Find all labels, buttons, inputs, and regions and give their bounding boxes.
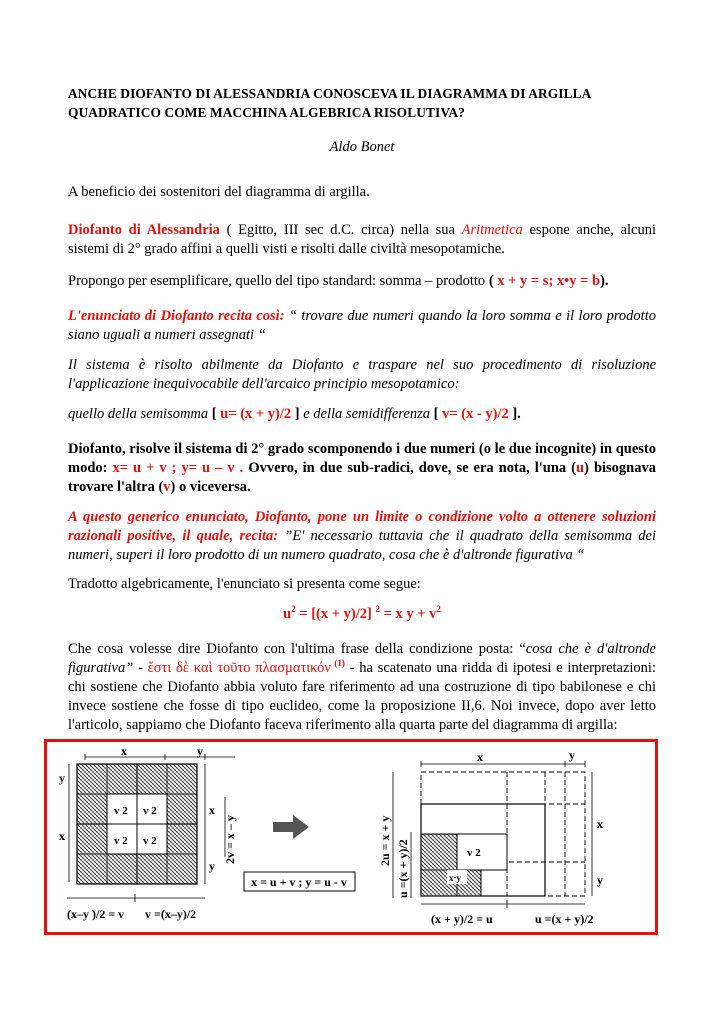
enunciato-quote: “ trovare due numeri quando la loro somma e il loro prodotto siano uguali a numeri assegnati “ — [68, 308, 656, 343]
paragraph-intro: A beneficio dei sostenitori del diagramma di argilla. — [68, 184, 370, 200]
condition-lead: A questo generico enunciato, Diofanto, pone un limite o condizione volto a ottenere soluzioni razionali positive, il quale, recita: — [68, 509, 656, 544]
left-bottom-left-label: (x–y )/2 = v — [67, 907, 125, 921]
right-bottom-left-label: (x + y)/2 = u — [431, 912, 493, 926]
transform-arrow — [273, 815, 309, 839]
footnote-ref: (1) — [330, 658, 345, 669]
exponent: 2 — [291, 604, 296, 615]
paragraph-diofanto — [68, 221, 656, 259]
left-v2-label-4: v 2 — [143, 835, 157, 847]
semidifferenza-formula: v= (x - y)/2 — [442, 406, 509, 422]
clay-diagram-svg — [47, 742, 655, 932]
text-span: quello della semisomma — [68, 406, 212, 422]
text-span: ] — [291, 406, 300, 422]
text-span: Ovvero, in due sub-radici, dove, se era nota, l'una ( — [243, 460, 577, 476]
text-span: ( — [488, 273, 498, 289]
left-x-top-label: x — [121, 744, 127, 758]
right-x-side-label: x — [597, 817, 603, 831]
text-span: Che cosa volesse dire Diofanto con l'ultima frase della condizione posta: “ — [68, 641, 526, 657]
text-span: espone anche, alcuni sistemi di 2° grado affini a quelli visti e risolti dalle civiltà mesopotamiche. — [68, 222, 656, 257]
left-y-top-label: y — [197, 744, 203, 758]
right-bottom-right-label: u =(x + y)/2 — [535, 912, 594, 926]
semisomma-formula: u= (x + y)/2 — [220, 406, 292, 422]
text-span: u — [283, 606, 292, 622]
paragraph-translation: Tradotto algebricamente, l'enunciato si presenta come segue: — [68, 576, 421, 592]
text-span: Diofanto, risolve il sistema di 2° grado scomponendo i due numeri (o le due incognite) in questo modo: — [68, 441, 656, 476]
paragraph-decomposition — [68, 440, 656, 497]
text-span: ). — [600, 273, 609, 289]
text-span: ) o viceversa. — [170, 479, 251, 495]
document-title: ANCHE DIOFANTO DI ALESSANDRIA CONOSCEVA IL DIAGRAMMA DI ARGILLA QUADRATICO COME MACCHINA ALGEBRICA RISOLUTIVA? — [68, 86, 591, 120]
middle-formula-box — [244, 872, 355, 891]
left-x-right-label: x — [209, 803, 215, 817]
clay-diagram-figure — [44, 739, 658, 935]
system-formula: x + y = s; x•y = b — [497, 273, 601, 289]
paragraph-principle: Il sistema è risolto abilmente da Diofanto e traspare nel suo procedimento di risoluzione l'applicazione inequivocabile dell'arcaico principio mesopotamico: — [68, 357, 656, 392]
left-side-2v-label: 2v = x – y — [223, 815, 237, 864]
main-formula — [68, 605, 656, 624]
paragraph-enunciato — [68, 307, 656, 345]
quote-figurativa: cosa che è d'altronde figurativa” - — [68, 641, 656, 676]
v-variable: v — [163, 479, 171, 495]
u-variable: u — [576, 460, 585, 476]
paragraph-condition — [68, 508, 656, 565]
right-xy-label: x·y — [449, 873, 462, 883]
left-x-side-label: x — [59, 829, 65, 843]
text-span: ]. — [508, 406, 521, 422]
left-y-side-label: y — [59, 771, 65, 785]
paragraph-interpretations — [68, 640, 656, 735]
decomposition-formula: x= u + v ; y= u – v . — [112, 460, 244, 476]
right-x-top-label: x — [477, 750, 483, 764]
greek-quote: ἔστι δὲ καὶ τοῦτο πλασματικόν — [147, 660, 331, 676]
right-side-2u-label: 2u = x + y — [378, 815, 392, 866]
right-v2-label: v 2 — [467, 847, 481, 859]
exponent: 2 — [375, 604, 380, 615]
right-side-u-label: u =(x + y)/2 — [396, 839, 410, 898]
author-name: Aldo Bonet — [329, 139, 395, 155]
left-diagram — [59, 744, 237, 921]
paragraph-semisomma — [68, 405, 656, 424]
right-diagram — [378, 748, 603, 926]
text-span: - ha scatenato una ridda di ipotesi e interpretazioni: chi sostiene che Diofanto abbia voluto fare riferimento ad una costruzione di tipo babilonese e chi invece sostiene che fosse di tipo euclideo, come la proposizione II,6. Noi invece, dopo aver letto l'articolo, sappiamo che Diofanto faceva riferimento alla quarta parte del diagramma di argilla: — [68, 660, 656, 733]
condition-quote: ”E' necessario tuttavia che il quadrato della semisomma dei numeri, superi il loro prodotto di un numero quadrato, cosa che è d'altronde figurativa “ — [68, 528, 656, 563]
left-bottom-right-label: v =(x–y)/2 — [145, 907, 197, 921]
left-v2-label-3: v 2 — [114, 835, 128, 847]
text-span: [ — [433, 406, 443, 422]
enunciato-lead: L'enunciato di Diofanto recita così: — [68, 308, 285, 324]
diofanto-name: Diofanto di Alessandria — [68, 222, 220, 238]
paragraph-system — [68, 272, 656, 291]
middle-formula-text: x = u + v ; y = u - v — [251, 875, 347, 889]
text-span: ) bisognava trovare l'altra ( — [68, 460, 656, 495]
right-y-top-label: y — [569, 748, 575, 762]
text-span: = x y + v — [379, 606, 437, 622]
left-v2-label-2: v 2 — [143, 805, 157, 817]
left-v2-label-1: v 2 — [114, 805, 128, 817]
left-y-right-label: y — [209, 859, 215, 873]
text-span: Propongo per esemplificare, quello del tipo standard: somma – prodotto — [68, 273, 489, 289]
text-span: [ — [211, 406, 221, 422]
text-span: e della semidifferenza — [299, 406, 434, 422]
text-span: = [(x + y)/2] — [295, 606, 376, 622]
text-span: ( Egitto, III sec d.C. circa) nella sua — [219, 222, 462, 238]
exponent: 2 — [436, 604, 441, 615]
right-y-side-label: y — [597, 873, 603, 887]
aritmetica-title: Aritmetica — [461, 222, 523, 238]
